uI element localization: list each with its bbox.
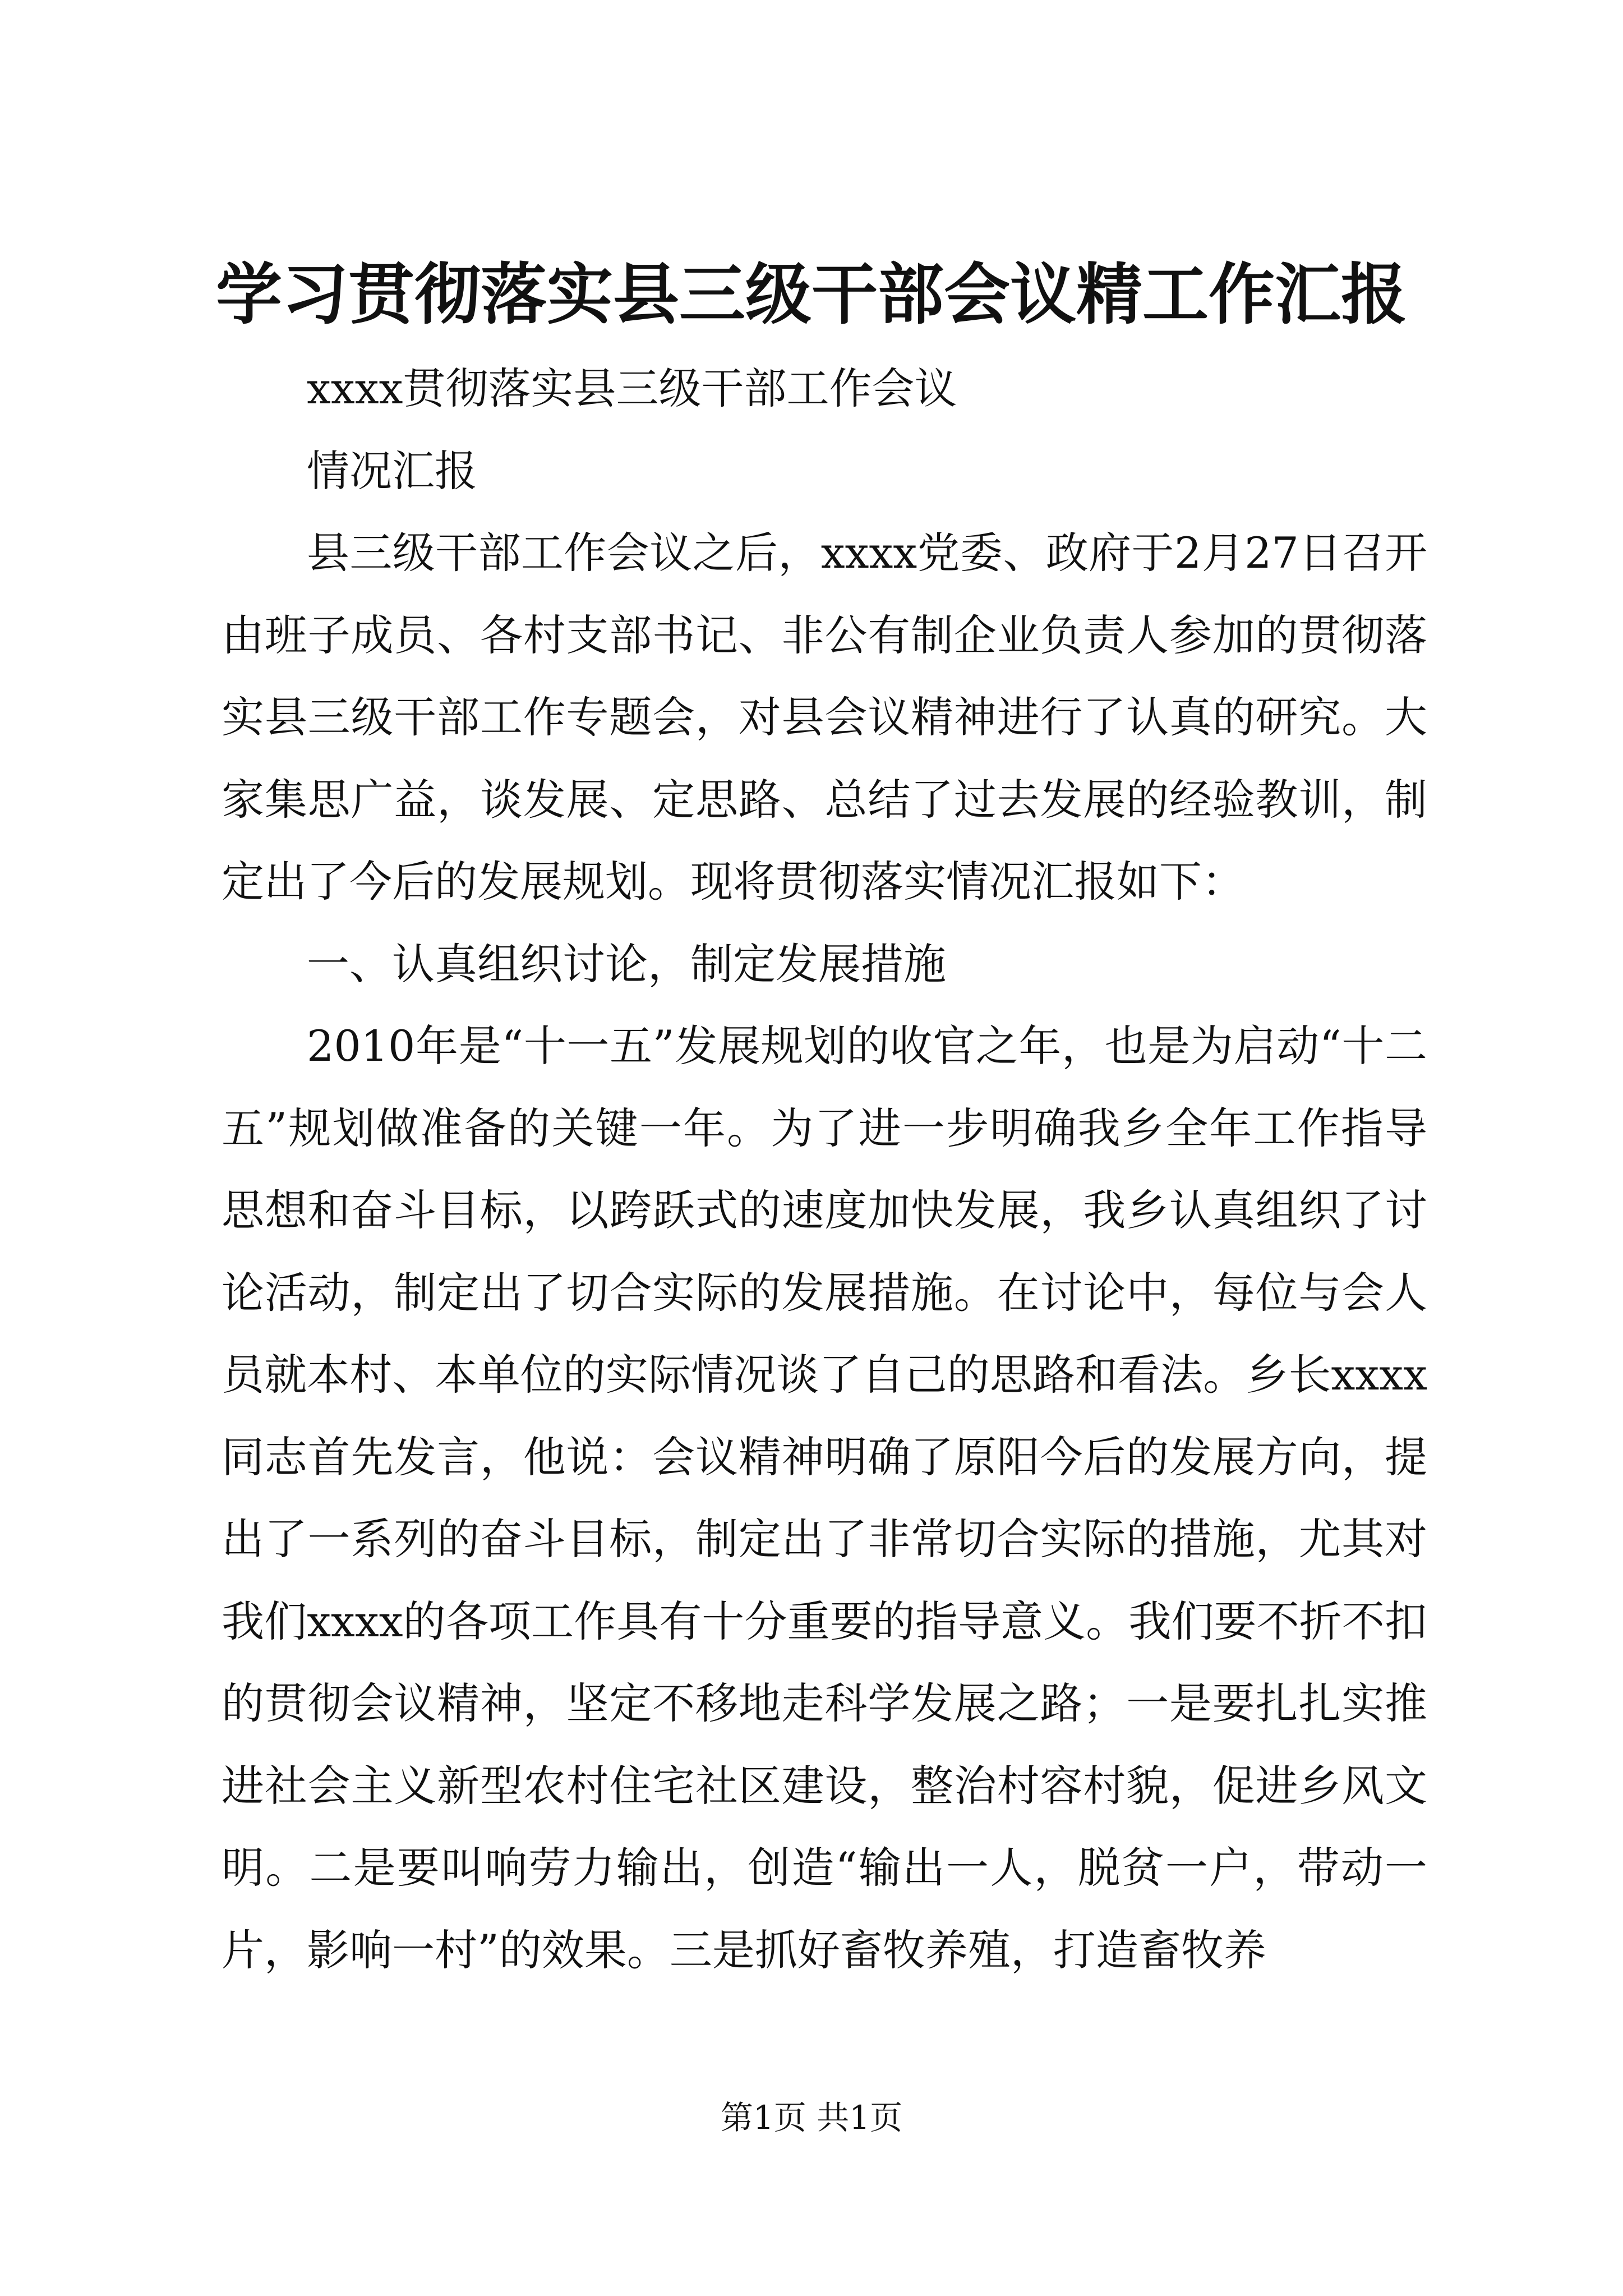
section-heading-1: 一、认真组织讨论，制定发展措施	[307, 938, 946, 989]
paragraph-subtitle-line-1: xxxx贯彻落实县三级干部工作会议	[307, 364, 957, 413]
page-footer: 第1页 共1页	[720, 2099, 903, 2137]
document-title: 学习贯彻落实县三级干部会议精工作汇报	[215, 255, 1407, 333]
paragraph-section-1-body: 2010年是“十一五”发展规划的收官之年，也是为启动“十二五”规划做准备的关键一年。为了进一步明确我乡全年工作指导思想和奋斗目标，以跨跃式的速度加快发展，我乡认真组织了讨论活动，制定出了切合实际的发展措施。在讨论中，每位与会人员就本村、本单位的实际情况谈了自己的思路和看法。乡长xxxx同志首先发言，他说：会议精神明确了原阳今后的发展方向，提出了一系列的奋斗目标，制定出了非常切合实际的措施，尤其对我们xxxx的各项工作具有十分重要的指导意义。我们要不折不扣的贯彻会议精神，坚定不移地走科学发展之路；一是要扎扎实推进社会主义新型农村住宅社区建设，整治村容村貌，促进乡风文明。二是要叫响劳力输出，创造“输出一人，脱贫一户，带动一片，影响一村”的效果。三是抓好畜牧养殖，打造畜牧养	[222, 1021, 1427, 1975]
paragraph-intro: 县三级干部工作会议之后，xxxx党委、政府于2月27日召开由班子成员、各村支部书记、非公有制企业负责人参加的贯彻落实县三级干部工作专题会，对县会议精神进行了认真的研究。大家集思广益，谈发展、定思路、总结了过去发展的经验教训，制定出了今后的发展规划。现将贯彻落实情况汇报如下：	[222, 528, 1427, 907]
paragraph-subtitle-line-2: 情况汇报	[307, 445, 477, 496]
document-body	[222, 348, 1427, 1991]
